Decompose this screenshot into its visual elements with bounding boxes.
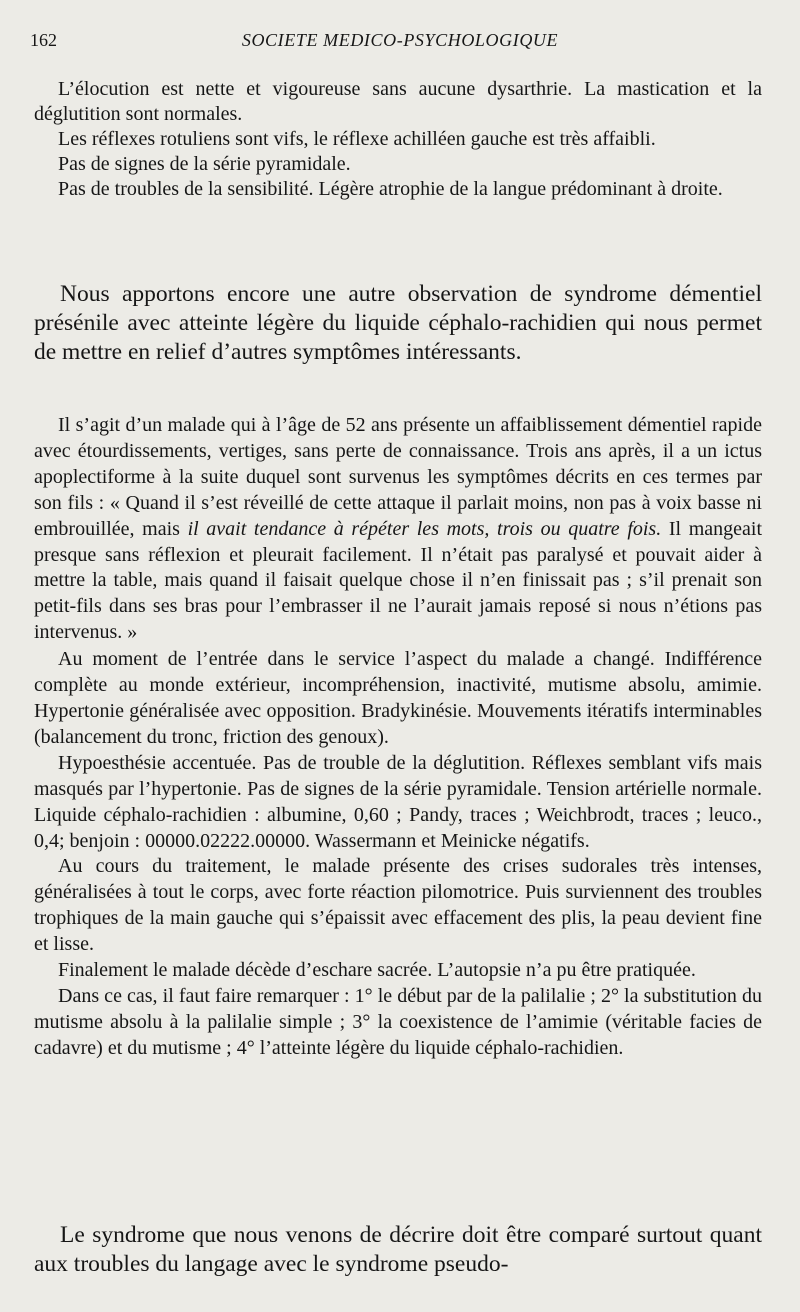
paragraph: Nous apportons encore une autre observation de syndrome démentiel présénile avec atteinte légère du liquide céphalo-rachidien qui nous permet de mettre en relief d’autres symptômes intéressants. xyxy=(34,281,762,365)
paragraph: Les réflexes rotuliens sont vifs, le réflexe achilléen gauche est très affaibli. xyxy=(58,128,656,150)
italic-quote: il avait tendance à répéter les mots, trois ou quatre fois. xyxy=(187,517,662,540)
paragraph: Au moment de l’entrée dans le service l’aspect du malade a changé. Indifférence complète au monde extérieur, incompréhension, inactivité, mutisme absolu, amimie. Hypertonie généralisée avec opposition. Bradykinésie. Mouvements itératifs interminables (balancement du tronc, friction des genoux). xyxy=(34,648,762,748)
exam-findings-section xyxy=(34,77,762,202)
text-run: Il s’agit d’un malade qui à l’âge de 52 ans présente un affaiblissement démentiel rapide avec étourdissements, vertiges, sans perte de connaissance. Trois ans après, il a un ictus apoplectiforme à la suite duquel sont survenus les symptômes décrits en ces termes par son fils : « Quand il s’est réveillé de cette attaque il parlait moins, non pas à voix basse ni embrouillée, mais xyxy=(34,414,762,540)
text-run: Il mangeait presque sans réflexion et pleurait facilement. Il n’était pas paralysé et pouvait aider à mettre la table, mais quand il faisait quelque chose il n’en finissait pas ; s’il prenait son petit-fils dans ses bras pour l’embrasser il ne l’aurait jamais reposé si nous n’étions pas intervenus. » xyxy=(34,517,762,644)
paragraph: Le syndrome que nous venons de décrire doit être comparé surtout quant aux troubles du langage avec le syndrome pseudo- xyxy=(34,1222,762,1277)
page-number: 162 xyxy=(30,30,57,50)
paragraph: L’élocution est nette et vigoureuse sans aucune dysarthrie. La mastication et la déglutition sont normales. xyxy=(34,78,762,125)
paragraph: Pas de signes de la série pyramidale. xyxy=(58,153,351,175)
intro-observation-section xyxy=(34,280,762,367)
paragraph: Finalement le malade décède d’eschare sacrée. L’autopsie n’a pu être pratiquée. xyxy=(58,959,696,982)
paragraph: Au cours du traitement, le malade présente des crises sudorales très intenses, généralisées à tout le corps, avec forte réaction pilomotrice. Puis surviennent des troubles trophiques de la main gauche qui s’épaissit avec effacement des plis, la peau devient fine et lisse. xyxy=(34,855,762,956)
paragraph: Pas de troubles de la sensibilité. Légère atrophie de la langue prédominant à droite. xyxy=(58,178,723,200)
running-head: SOCIETE MEDICO-PSYCHOLOGIQUE xyxy=(241,30,559,50)
paragraph xyxy=(34,413,762,646)
case-report-section xyxy=(34,413,762,1062)
paragraph: Dans ce cas, il faut faire remarquer : 1° le début par de la palilalie ; 2° la substitution du mutisme absolu à la palilalie simple ; 3° la coexistence de l’amimie (véritable facies de cadavre) et du mutisme ; 4° l’atteinte légère du liquide céphalo-rachidien. xyxy=(34,984,762,1059)
page-header xyxy=(30,30,770,58)
paragraph: Hypoesthésie accentuée. Pas de trouble de la déglutition. Réflexes semblant vifs mais masqués par l’hypertonie. Pas de signes de la série pyramidale. Tension artérielle normale. Liquide céphalo-rachidien : albumine, 0,60 ; Pandy, traces ; Weichbrodt, traces ; leuco., 0,4; benjoin : 00000.02222.00000. Wassermann et Meinicke négatifs. xyxy=(34,751,762,852)
comparison-section xyxy=(34,1221,762,1279)
